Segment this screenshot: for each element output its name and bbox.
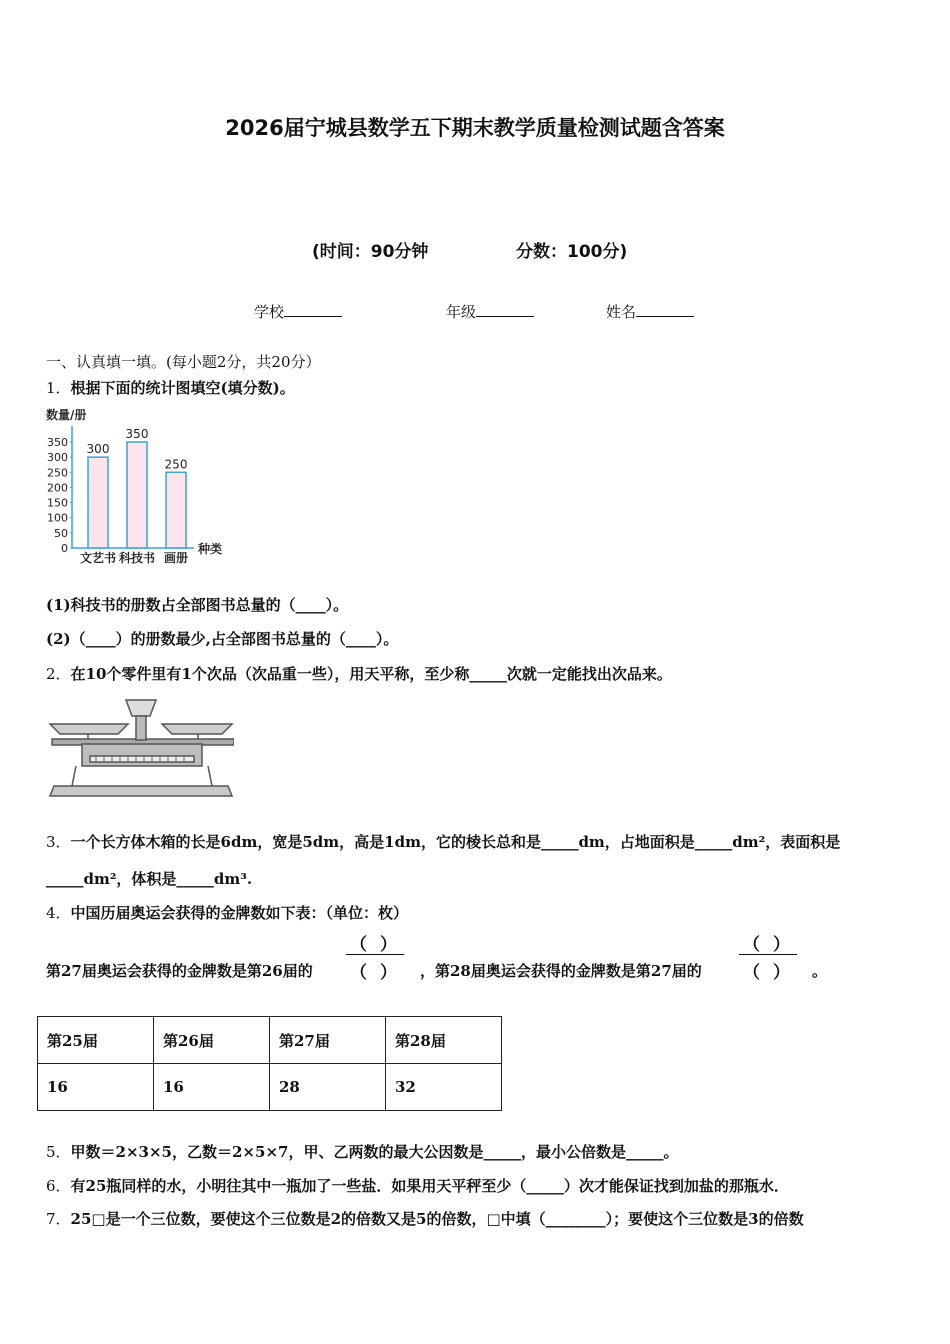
question-1 <box>46 377 295 398</box>
exam-time: (时间：90分钟 <box>312 242 429 262</box>
table-row <box>38 1064 502 1111</box>
table-cell: 16 <box>154 1064 270 1111</box>
name-label: 姓名 <box>606 303 637 321</box>
fraction-blank-1: （ ） （ ） <box>344 930 406 980</box>
grade-field <box>446 301 534 322</box>
question-number: 5． <box>46 1143 71 1161</box>
y-tick-label: 200 <box>47 481 68 495</box>
table-cell: 16 <box>38 1064 154 1111</box>
question-text: 有25瓶同样的水，小明往其中一瓶加了一些盐．如果用天平秤至少（_____）次才能保证找到加盐的那瓶水． <box>70 1177 789 1195</box>
chart-ylabel: 数量/册 <box>46 408 87 422</box>
category-label: 画册 <box>163 551 189 565</box>
school-label: 学校 <box>254 303 285 321</box>
balance-scale-image <box>46 694 234 802</box>
page-title: 2026届宁城县数学五下期末教学质量检测试题含答案 <box>225 116 725 140</box>
question-text: 中国历届奥运会获得的金牌数如下表：（单位：枚） <box>70 904 409 922</box>
table-cell: 32 <box>386 1064 502 1111</box>
y-tick-label: 150 <box>47 496 68 510</box>
question-7 <box>46 1208 804 1229</box>
question-6 <box>46 1175 789 1196</box>
question-5 <box>46 1141 678 1162</box>
question-number: 6． <box>46 1177 71 1195</box>
question-number: 4． <box>46 904 71 922</box>
question-text: 25□是一个三位数，要使这个三位数是2的倍数又是5的倍数，□中填（________）；要使这个三位数是3的倍数 <box>70 1210 804 1228</box>
name-field <box>606 301 694 322</box>
question-number: 2． <box>46 665 71 683</box>
table-header-cell: 第27届 <box>270 1017 386 1064</box>
question-3-line-1 <box>46 831 840 852</box>
bar <box>127 442 147 548</box>
question-text: 甲数＝2×3×5，乙数＝2×5×7，甲、乙两数的最大公因数是_____，最小公倍数是_____。 <box>70 1143 679 1161</box>
question-3-line-2: _____dm²，体积是_____dm³. <box>46 870 253 888</box>
question-4 <box>46 902 408 923</box>
y-tick-label: 100 <box>47 511 68 525</box>
bar-chart <box>44 404 244 570</box>
table-header-cell: 第25届 <box>38 1017 154 1064</box>
fraction-blank-2: （ ） （ ） <box>737 930 799 980</box>
y-tick-label: 350 <box>47 436 68 449</box>
category-label: 科技书 <box>118 551 156 565</box>
question-2 <box>46 663 672 684</box>
question-number: 3． <box>46 833 71 851</box>
question-4-part-3: 。 <box>812 962 828 980</box>
question-1-sub-2: (2)（____）的册数最少,占全部图书总量的（____）。 <box>46 630 399 648</box>
question-text: 在10个零件里有1个次品（次品重一些），用天平称，至少称_____次就一定能找出次品来。 <box>70 665 672 683</box>
y-tick-label: 50 <box>54 526 68 540</box>
question-4-part-2: ，第28届奥运会获得的金牌数是第27届的 <box>420 962 702 980</box>
school-field <box>254 301 342 322</box>
y-tick-label: 0 <box>61 542 68 555</box>
table-cell: 28 <box>270 1064 386 1111</box>
y-tick-label: 250 <box>47 466 68 480</box>
table-header-cell: 第26届 <box>154 1017 270 1064</box>
table-header-cell: 第28届 <box>386 1017 502 1064</box>
exam-score: 分数：100分) <box>516 242 628 262</box>
bar <box>166 472 186 548</box>
question-number: 1． <box>46 379 71 397</box>
question-text: 根据下面的统计图填空(填分数)。 <box>70 379 295 397</box>
question-number: 7． <box>46 1210 71 1228</box>
question-4-part-1: 第27届奥运会获得的金牌数是第26届的 <box>46 962 313 980</box>
bar-value-label: 350 <box>125 427 149 441</box>
y-tick-label: 300 <box>47 451 68 465</box>
bar <box>88 457 108 548</box>
grade-label: 年级 <box>446 303 477 321</box>
chart-xlabel: 种类 <box>198 542 223 556</box>
table-header-row <box>38 1017 502 1064</box>
category-label: 文艺书 <box>79 551 117 565</box>
bar-value-label: 250 <box>164 457 188 472</box>
section-heading: 一、认真填一填。(每小题2分，共20分） <box>46 353 321 371</box>
medal-table <box>37 1016 502 1111</box>
bar-value-label: 300 <box>86 442 110 457</box>
question-text: 一个长方体木箱的长是6dm，宽是5dm，高是1dm，它的棱长总和是_____dm，占地面积是_____dm²，表面积是 <box>70 833 841 851</box>
question-1-sub-1: (1)科技书的册数占全部图书总量的（____）。 <box>46 596 349 614</box>
